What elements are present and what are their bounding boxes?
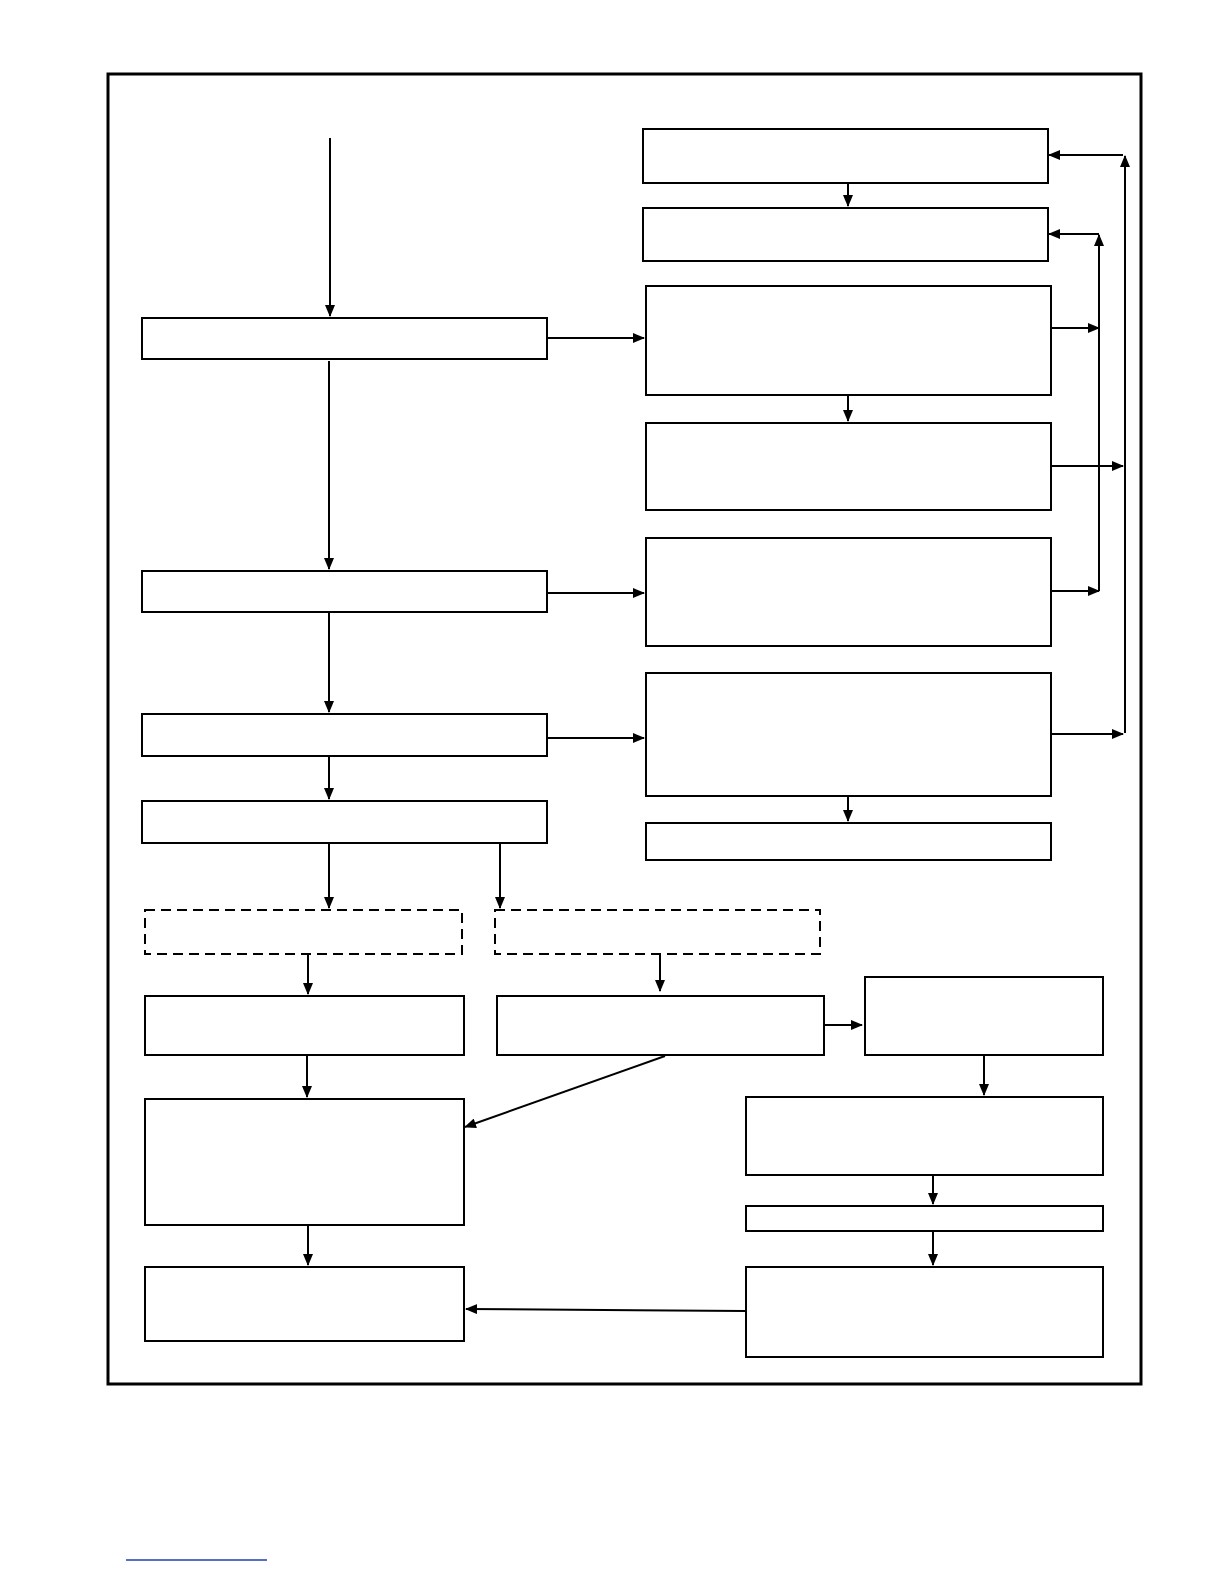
flow-box-left-2 [142,571,547,612]
flow-box-right-7 [646,823,1051,860]
flow-box-lower-right-1 [865,977,1103,1055]
flow-box-lower-right-2 [746,1097,1103,1175]
flow-box-right-1 [643,129,1048,183]
flow-box-left-1 [142,318,547,359]
flow-box-right-2 [643,208,1048,261]
flow-box-dashed-left [145,910,462,954]
flow-box-dashed-right [495,910,820,954]
flow-box-lower-mid-1 [497,996,824,1055]
flow-box-lower-right-3 [746,1206,1103,1231]
flow-box-left-3 [142,714,547,756]
flow-box-lower-left-2 [145,1099,464,1225]
flow-box-right-3 [646,286,1051,395]
flow-box-right-5 [646,538,1051,646]
flow-box-right-4 [646,423,1051,510]
flow-box-lower-left-1 [145,996,464,1055]
flow-box-left-4 [142,801,547,843]
edge-lower-mid-1-to-lower-left-2 [465,1056,665,1127]
flow-box-lower-left-3 [145,1267,464,1341]
edge-lower-right-4-to-lower-left-3 [466,1309,745,1311]
flow-box-lower-right-4 [746,1267,1103,1357]
flow-box-right-6 [646,673,1051,796]
